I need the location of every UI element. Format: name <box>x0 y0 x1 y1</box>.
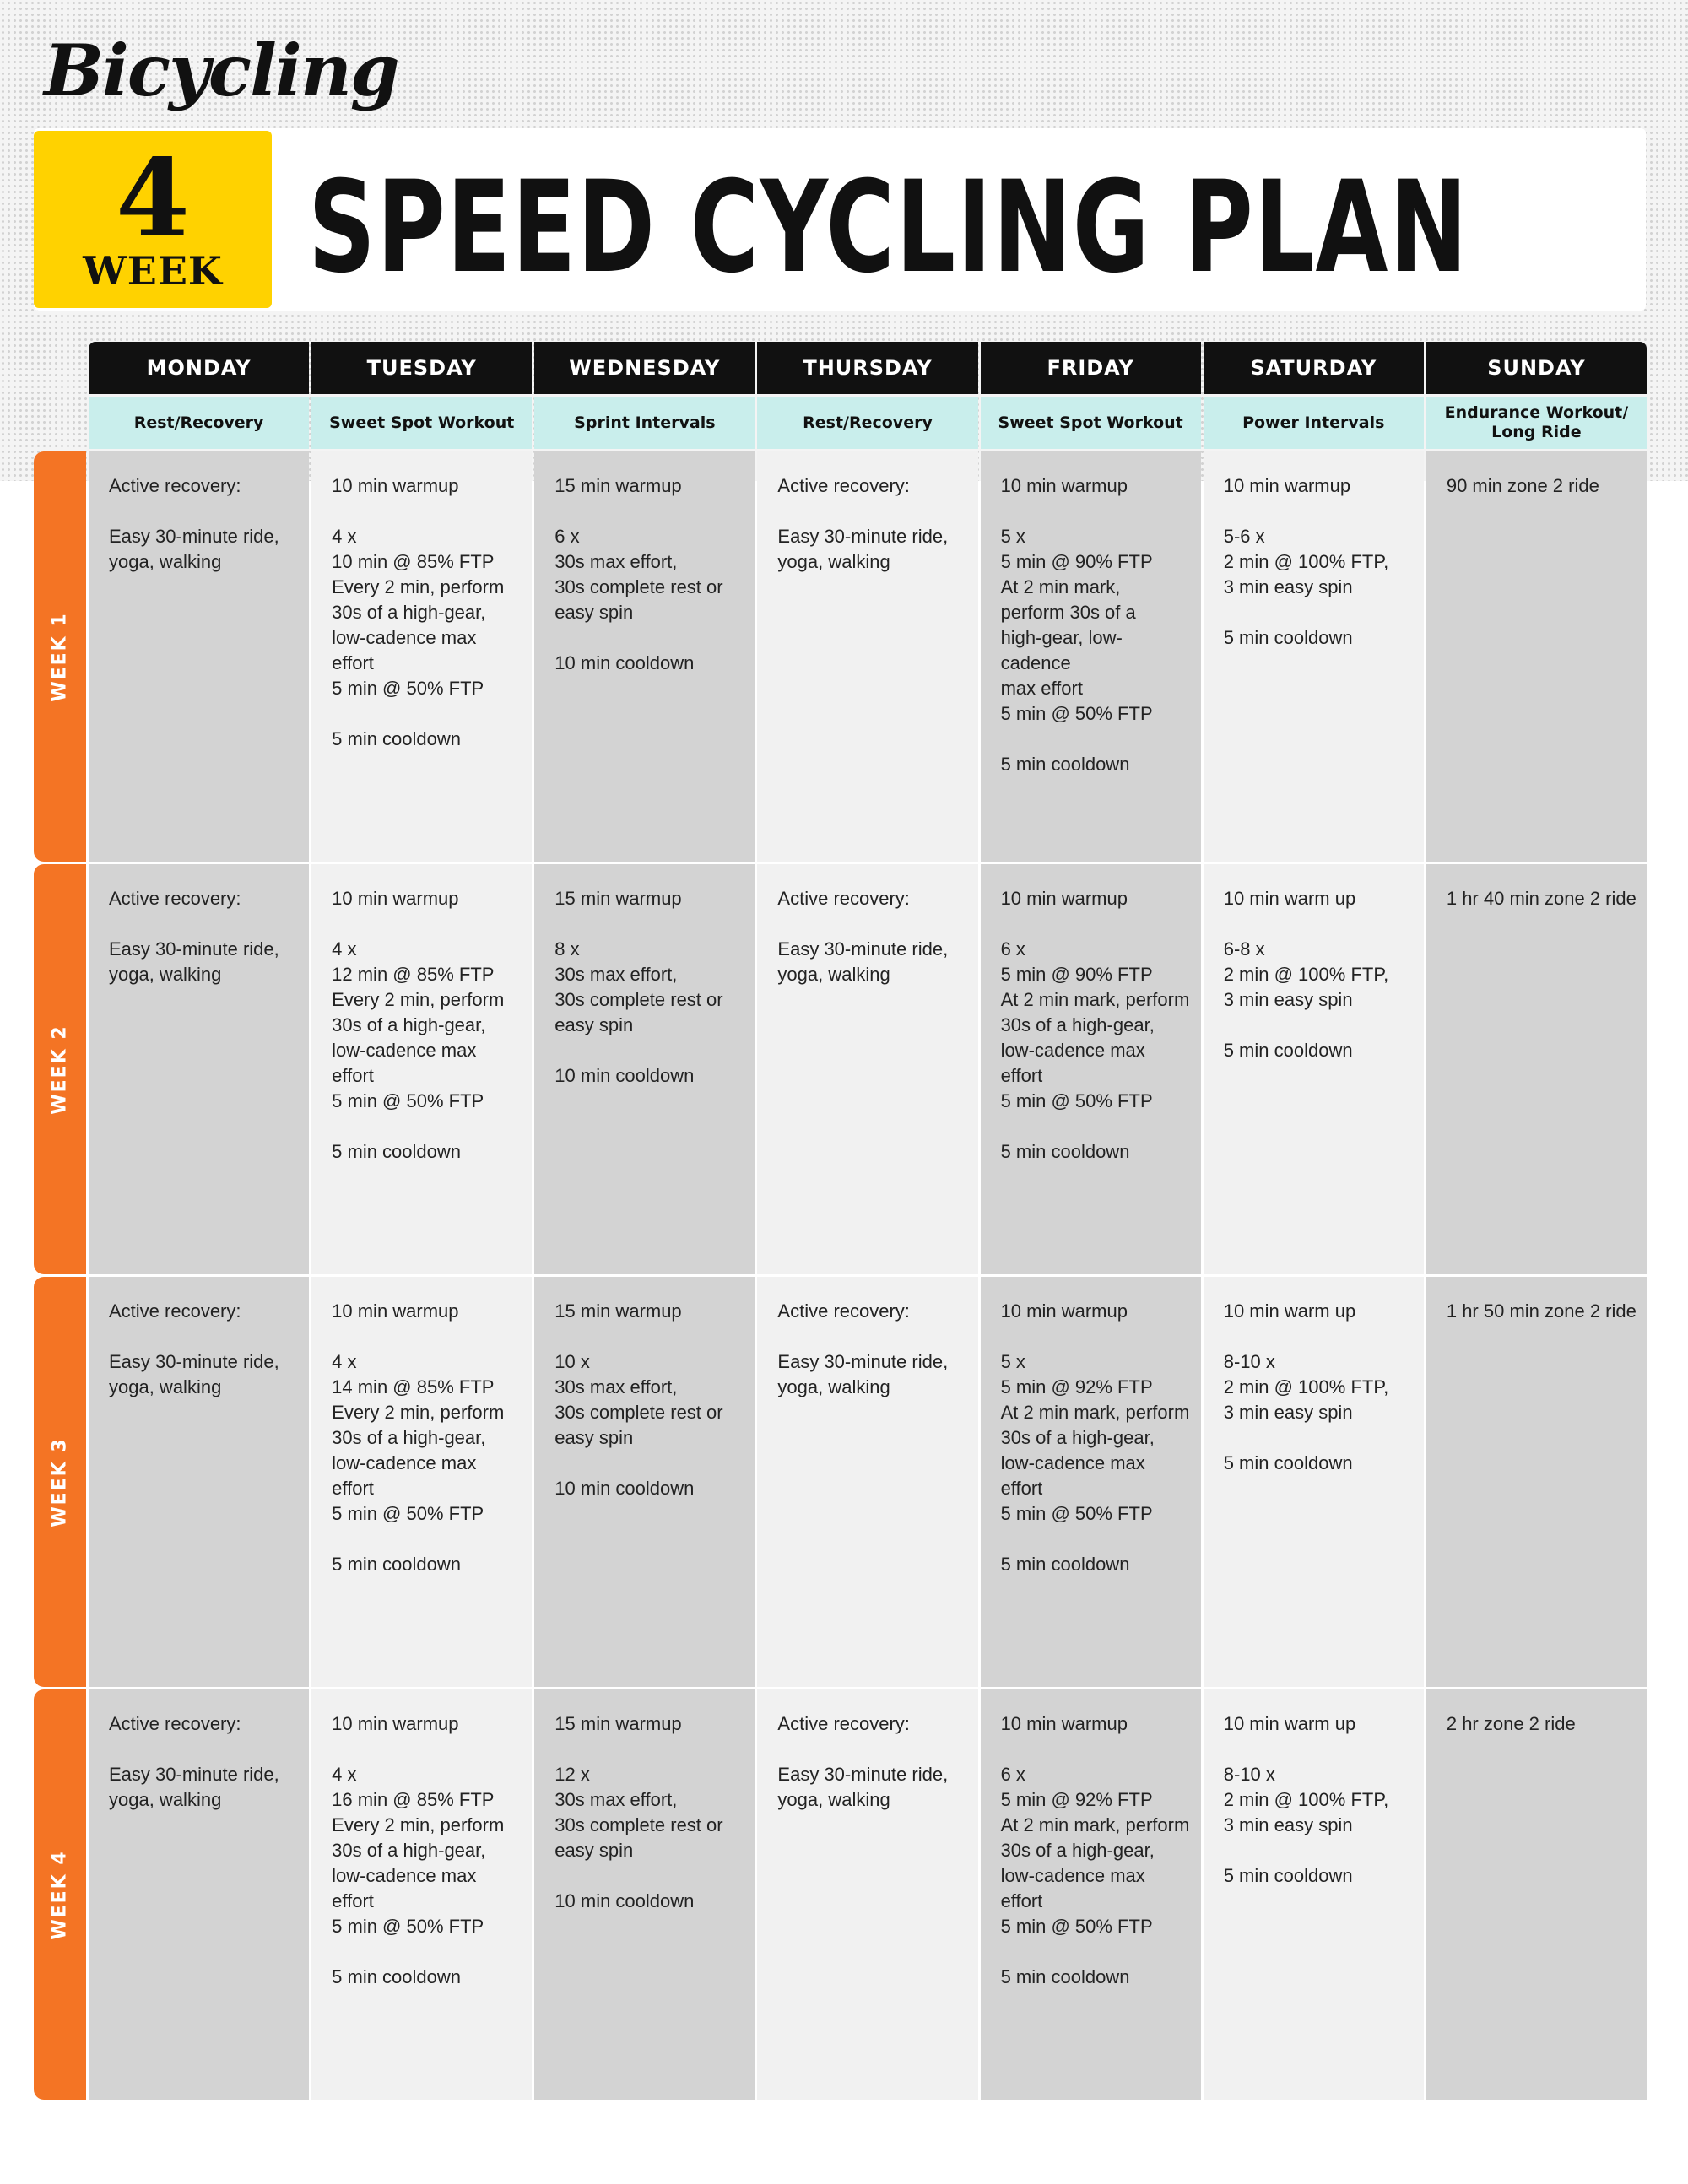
week1-thursday-cell: Active recovery: Easy 30-minute ride, yoga, walking <box>757 451 977 862</box>
workout-type-sunday: Endurance Workout/ Long Ride <box>1426 397 1647 449</box>
week-tab-label: WEEK 4 <box>49 1849 71 1940</box>
week-tab-label: WEEK 2 <box>49 1024 71 1115</box>
week-tab-label: WEEK 3 <box>49 1436 71 1527</box>
week4-saturday-cell: 10 min warm up 8-10 x 2 min @ 100% FTP, 3 min easy spin 5 min cooldown <box>1204 1689 1424 2100</box>
schedule-table <box>89 342 1647 2100</box>
week3-monday-cell: Active recovery: Easy 30-minute ride, yoga, walking <box>89 1277 309 1687</box>
week-tab-1 <box>34 451 86 862</box>
day-header-saturday: SATURDAY <box>1204 342 1424 394</box>
week2-friday-cell: 10 min warmup 6 x 5 min @ 90% FTP At 2 min mark, perform 30s of a high-gear, low-cadence max effort 5 min @ 50% FTP 5 min cooldown <box>981 864 1201 1274</box>
week3-saturday-cell: 10 min warm up 8-10 x 2 min @ 100% FTP, 3 min easy spin 5 min cooldown <box>1204 1277 1424 1687</box>
week3-tuesday-cell: 10 min warmup 4 x 14 min @ 85% FTP Every 2 min, perform 30s of a high-gear, low-cadence max effort 5 min @ 50% FTP 5 min cooldown <box>311 1277 532 1687</box>
week2-sunday-cell: 1 hr 40 min zone 2 ride <box>1426 864 1647 1274</box>
week1-monday-cell: Active recovery: Easy 30-minute ride, yoga, walking <box>89 451 309 862</box>
week2-wednesday-cell: 15 min warmup 8 x 30s max effort, 30s complete rest or easy spin 10 min cooldown <box>534 864 755 1274</box>
bicycling-logo: Bicycling <box>44 29 398 112</box>
workout-type-thursday: Rest/Recovery <box>757 397 977 449</box>
week3-wednesday-cell: 15 min warmup 10 x 30s max effort, 30s complete rest or easy spin 10 min cooldown <box>534 1277 755 1687</box>
day-header-monday: MONDAY <box>89 342 309 394</box>
week1-friday-cell: 10 min warmup 5 x 5 min @ 90% FTP At 2 min mark, perform 30s of a high-gear, low-cadence max effort 5 min @ 50% FTP 5 min cooldown <box>981 451 1201 862</box>
week-tab-4 <box>34 1689 86 2100</box>
week4-friday-cell: 10 min warmup 6 x 5 min @ 92% FTP At 2 min mark, perform 30s of a high-gear, low-cadence max effort 5 min @ 50% FTP 5 min cooldown <box>981 1689 1201 2100</box>
workout-type-friday: Sweet Spot Workout <box>981 397 1201 449</box>
week1-saturday-cell: 10 min warmup 5-6 x 2 min @ 100% FTP, 3 min easy spin 5 min cooldown <box>1204 451 1424 862</box>
week2-tuesday-cell: 10 min warmup 4 x 12 min @ 85% FTP Every 2 min, perform 30s of a high-gear, low-cadence max effort 5 min @ 50% FTP 5 min cooldown <box>311 864 532 1274</box>
week4-monday-cell: Active recovery: Easy 30-minute ride, yoga, walking <box>89 1689 309 2100</box>
week-badge <box>34 131 272 308</box>
week4-thursday-cell: Active recovery: Easy 30-minute ride, yoga, walking <box>757 1689 977 2100</box>
week3-thursday-cell: Active recovery: Easy 30-minute ride, yoga, walking <box>757 1277 977 1687</box>
day-header-wednesday: WEDNESDAY <box>534 342 755 394</box>
badge-word: WEEK <box>83 247 223 294</box>
workout-type-wednesday: Sprint Intervals <box>534 397 755 449</box>
week-tab-3 <box>34 1277 86 1687</box>
workout-type-monday: Rest/Recovery <box>89 397 309 449</box>
week2-thursday-cell: Active recovery: Easy 30-minute ride, yoga, walking <box>757 864 977 1274</box>
week4-sunday-cell: 2 hr zone 2 ride <box>1426 1689 1647 2100</box>
week1-wednesday-cell: 15 min warmup 6 x 30s max effort, 30s complete rest or easy spin 10 min cooldown <box>534 451 755 862</box>
workout-type-saturday: Power Intervals <box>1204 397 1424 449</box>
page-title: SPEED CYCLING PLAN <box>308 154 1469 301</box>
week3-sunday-cell: 1 hr 50 min zone 2 ride <box>1426 1277 1647 1687</box>
week4-tuesday-cell: 10 min warmup 4 x 16 min @ 85% FTP Every 2 min, perform 30s of a high-gear, low-cadence max effort 5 min @ 50% FTP 5 min cooldown <box>311 1689 532 2100</box>
week2-saturday-cell: 10 min warm up 6-8 x 2 min @ 100% FTP, 3 min easy spin 5 min cooldown <box>1204 864 1424 1274</box>
workout-type-tuesday: Sweet Spot Workout <box>311 397 532 449</box>
week-tab-2 <box>34 864 86 1274</box>
week3-friday-cell: 10 min warmup 5 x 5 min @ 92% FTP At 2 min mark, perform 30s of a high-gear, low-cadence max effort 5 min @ 50% FTP 5 min cooldown <box>981 1277 1201 1687</box>
week1-tuesday-cell: 10 min warmup 4 x 10 min @ 85% FTP Every 2 min, perform 30s of a high-gear, low-cadence max effort 5 min @ 50% FTP 5 min cooldown <box>311 451 532 862</box>
day-header-thursday: THURSDAY <box>757 342 977 394</box>
day-header-friday: FRIDAY <box>981 342 1201 394</box>
day-header-tuesday: TUESDAY <box>311 342 532 394</box>
week-tab-label: WEEK 1 <box>49 611 71 702</box>
week2-monday-cell: Active recovery: Easy 30-minute ride, yoga, walking <box>89 864 309 1274</box>
badge-number: 4 <box>116 136 190 262</box>
week4-wednesday-cell: 15 min warmup 12 x 30s max effort, 30s complete rest or easy spin 10 min cooldown <box>534 1689 755 2100</box>
week1-sunday-cell: 90 min zone 2 ride <box>1426 451 1647 862</box>
day-header-sunday: SUNDAY <box>1426 342 1647 394</box>
